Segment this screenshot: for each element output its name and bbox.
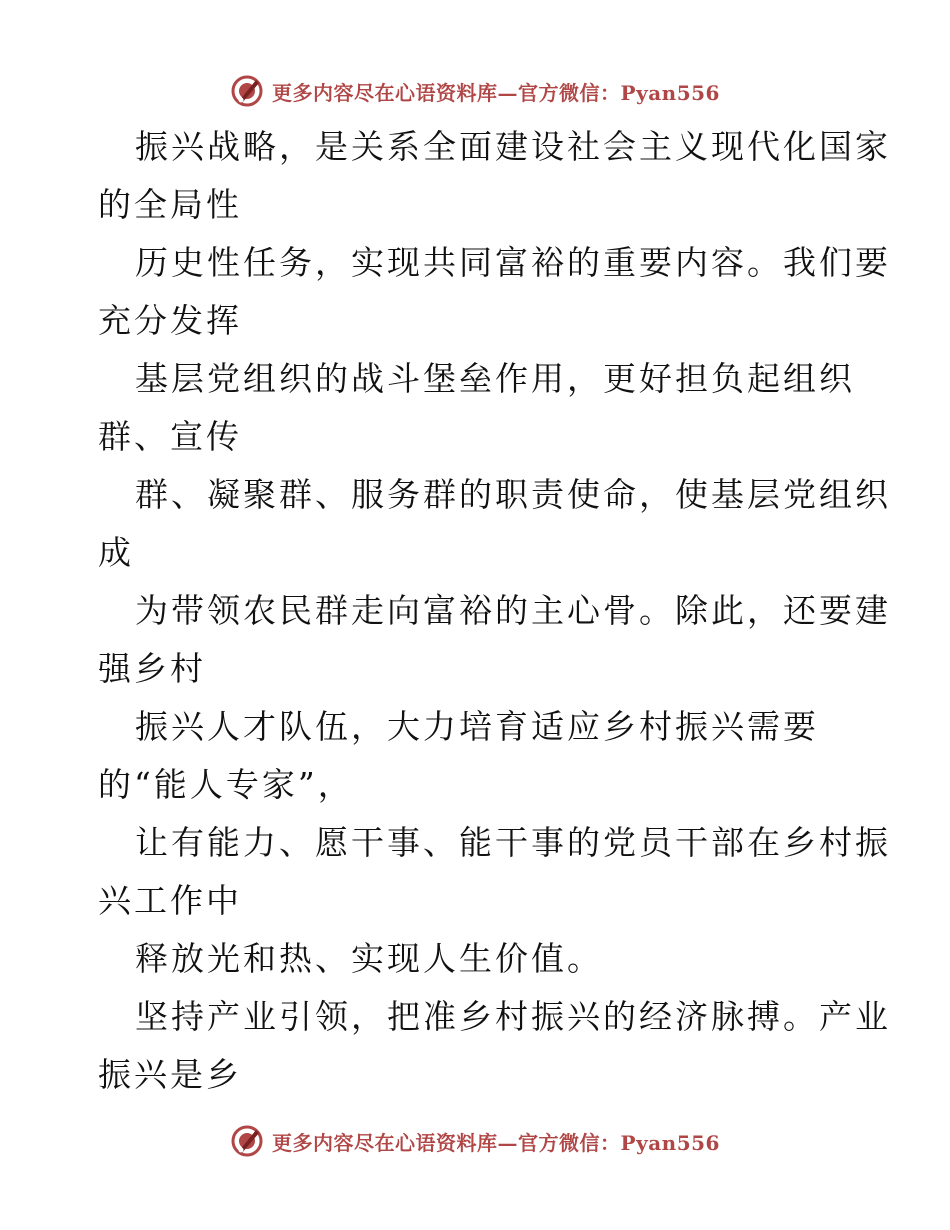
text-line: 坚持产业引领，把准乡村振兴的经济脉搏。产业 [135, 997, 891, 1036]
text-line: 让有能力、愿干事、能干事的党员干部在乡村振 [135, 823, 891, 862]
text-line: 振兴是乡 [98, 1055, 242, 1094]
text-line: 的全局性 [98, 185, 242, 224]
text-line: 历史性任务，实现共同富裕的重要内容。我们要 [135, 243, 891, 282]
text-line: 充分发挥 [98, 301, 242, 340]
text-line: 强乡村 [98, 649, 206, 688]
text-line: 成 [98, 533, 134, 572]
text-line: 群、凝聚群、服务群的职责使命，使基层党组织 [135, 475, 891, 514]
footer-banner [0, 1121, 950, 1161]
text-line: 振兴人才队伍，大力培育适应乡村振兴需要 [135, 707, 819, 746]
text-line: 的“能人专家”， [98, 765, 354, 804]
text-line: 振兴战略，是关系全面建设社会主义现代化国家 [135, 127, 891, 166]
text-line: 兴工作中 [98, 881, 242, 920]
footer-banner-text: 更多内容尽在心语资料库—官方微信：Pyan556 [272, 1130, 720, 1155]
text-line: 为带领农民群走向富裕的主心骨。除此，还要建 [135, 591, 891, 630]
header-banner-text: 更多内容尽在心语资料库—官方微信：Pyan556 [272, 80, 720, 105]
document-body [98, 118, 891, 1104]
text-line: 群、宣传 [98, 417, 242, 456]
quill-seal-icon [230, 74, 264, 108]
text-line: 基层党组织的战斗堡垒作用，更好担负起组织 [135, 359, 855, 398]
quill-seal-icon [230, 1124, 264, 1158]
text-line: 释放光和热、实现人生价值。 [135, 939, 603, 978]
header-banner [0, 71, 950, 111]
